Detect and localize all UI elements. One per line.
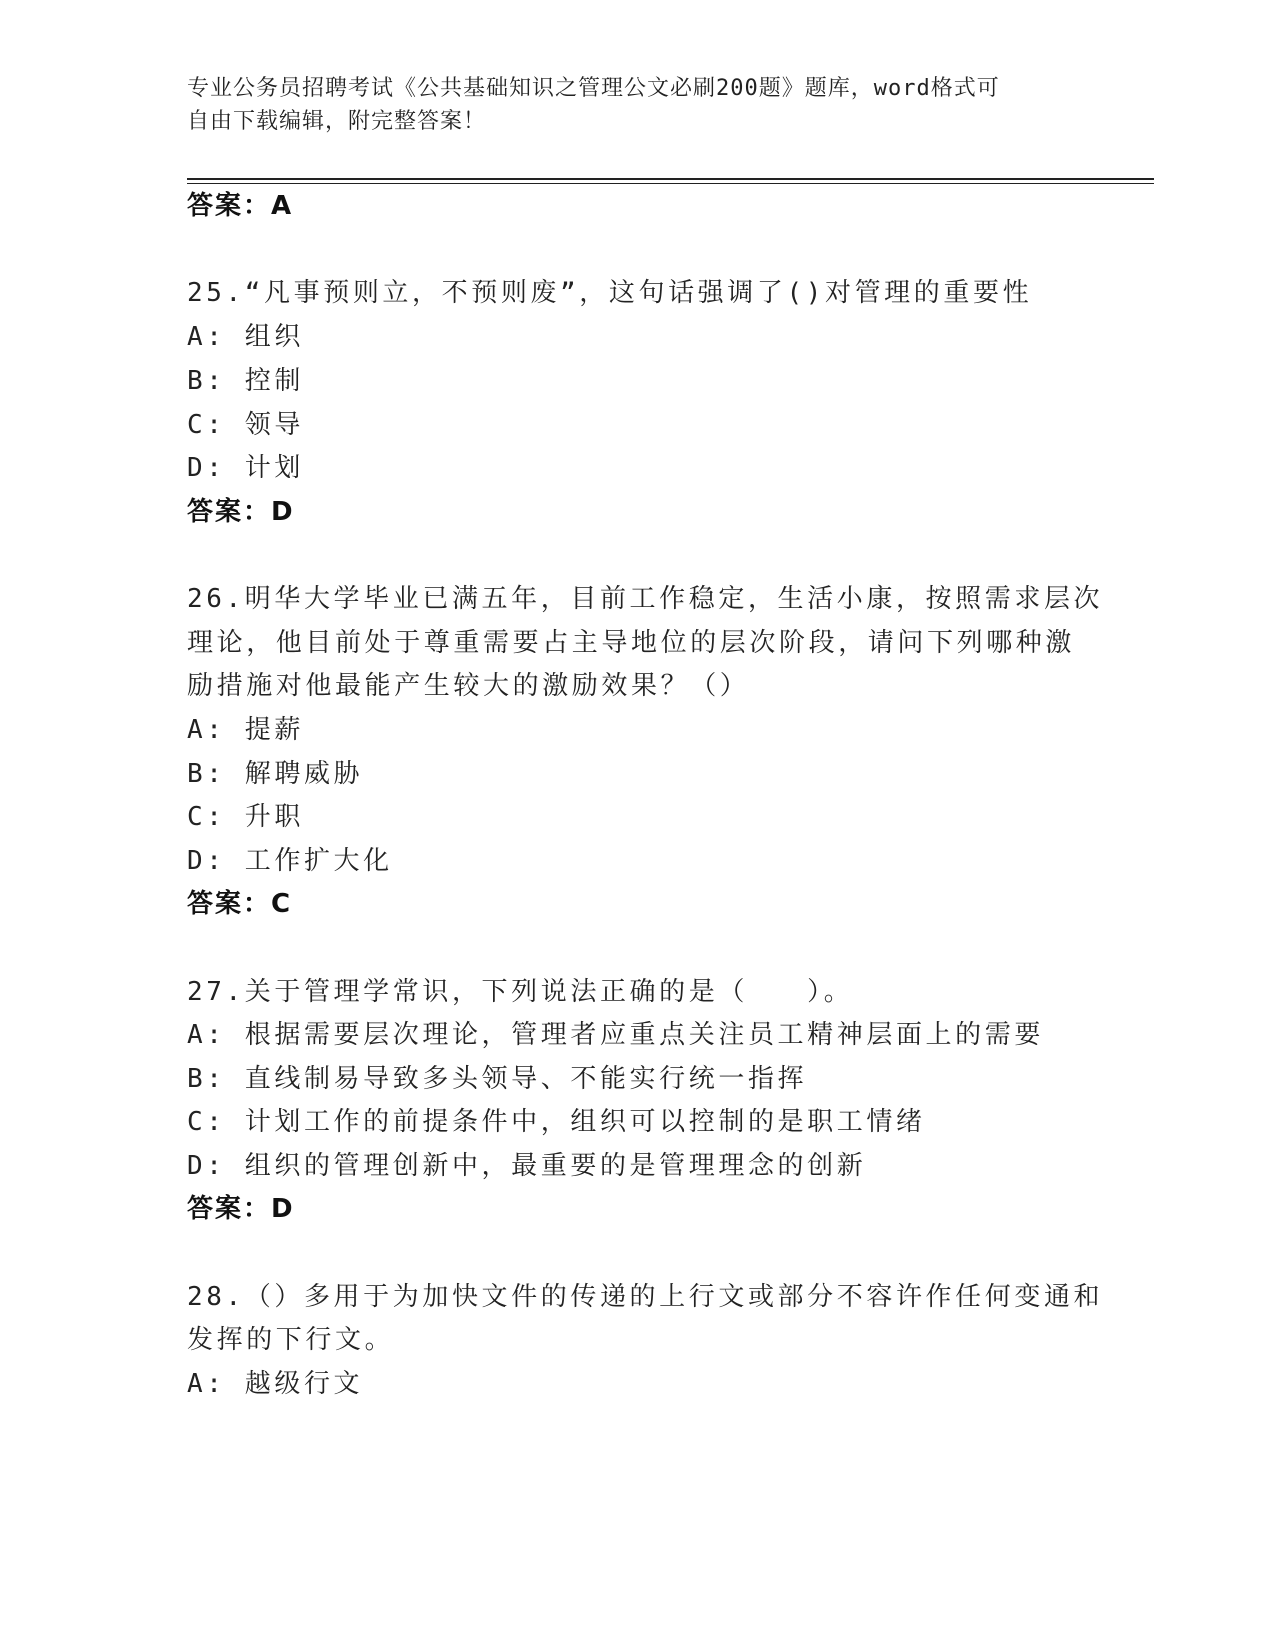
question-25-answer: 答案：D bbox=[187, 497, 295, 527]
question-26-option-c: C: 升职 bbox=[187, 802, 304, 832]
question-28-option-a: A: 越级行文 bbox=[187, 1369, 364, 1399]
question-27-stem: 27.关于管理学常识，下列说法正确的是（ ）。 bbox=[187, 977, 854, 1007]
header-divider-thick bbox=[187, 178, 1154, 180]
header-divider-thin bbox=[187, 183, 1154, 184]
question-26-option-b: B: 解聘威胁 bbox=[187, 759, 364, 789]
question-26-option-a: A: 提薪 bbox=[187, 715, 304, 745]
question-26-stem-line-2: 理论，他目前处于尊重需要占主导地位的层次阶段，请问下列哪种激 bbox=[187, 628, 1076, 658]
header-line-1: 专业公务员招聘考试《公共基础知识之管理公文必刷200题》题库，word格式可 bbox=[187, 76, 1000, 101]
question-28-stem-line-1: 28.（）多用于为加快文件的传递的上行文或部分不容许作任何变通和 bbox=[187, 1282, 1104, 1312]
question-25-option-c: C: 领导 bbox=[187, 410, 304, 440]
question-25-stem: 25.“凡事预则立，不预则废”，这句话强调了()对管理的重要性 bbox=[187, 278, 1033, 308]
question-25-option-a: A: 组织 bbox=[187, 322, 304, 352]
question-27-option-a: A: 根据需要层次理论，管理者应重点关注员工精神层面上的需要 bbox=[187, 1020, 1044, 1050]
question-27-option-b: B: 直线制易导致多头领导、不能实行统一指挥 bbox=[187, 1064, 808, 1094]
question-27-option-d: D: 组织的管理创新中，最重要的是管理理念的创新 bbox=[187, 1151, 867, 1181]
question-26-stem-line-3: 励措施对他最能产生较大的激励效果？（） bbox=[187, 671, 750, 701]
prev-answer: 答案：A bbox=[187, 191, 294, 221]
question-28-stem-line-2: 发挥的下行文。 bbox=[187, 1325, 395, 1355]
question-26-stem-line-1: 26.明华大学毕业已满五年，目前工作稳定，生活小康，按照需求层次 bbox=[187, 584, 1104, 614]
header-line-2: 自由下载编辑，附完整答案！ bbox=[187, 109, 487, 134]
question-26-answer: 答案：C bbox=[187, 889, 293, 919]
question-25-option-b: B: 控制 bbox=[187, 366, 304, 396]
document-header bbox=[187, 72, 1067, 138]
question-25-option-d: D: 计划 bbox=[187, 453, 304, 483]
question-27-option-c: C: 计划工作的前提条件中，组织可以控制的是职工情绪 bbox=[187, 1107, 926, 1137]
question-27-answer: 答案：D bbox=[187, 1194, 295, 1224]
question-26-option-d: D: 工作扩大化 bbox=[187, 846, 393, 876]
